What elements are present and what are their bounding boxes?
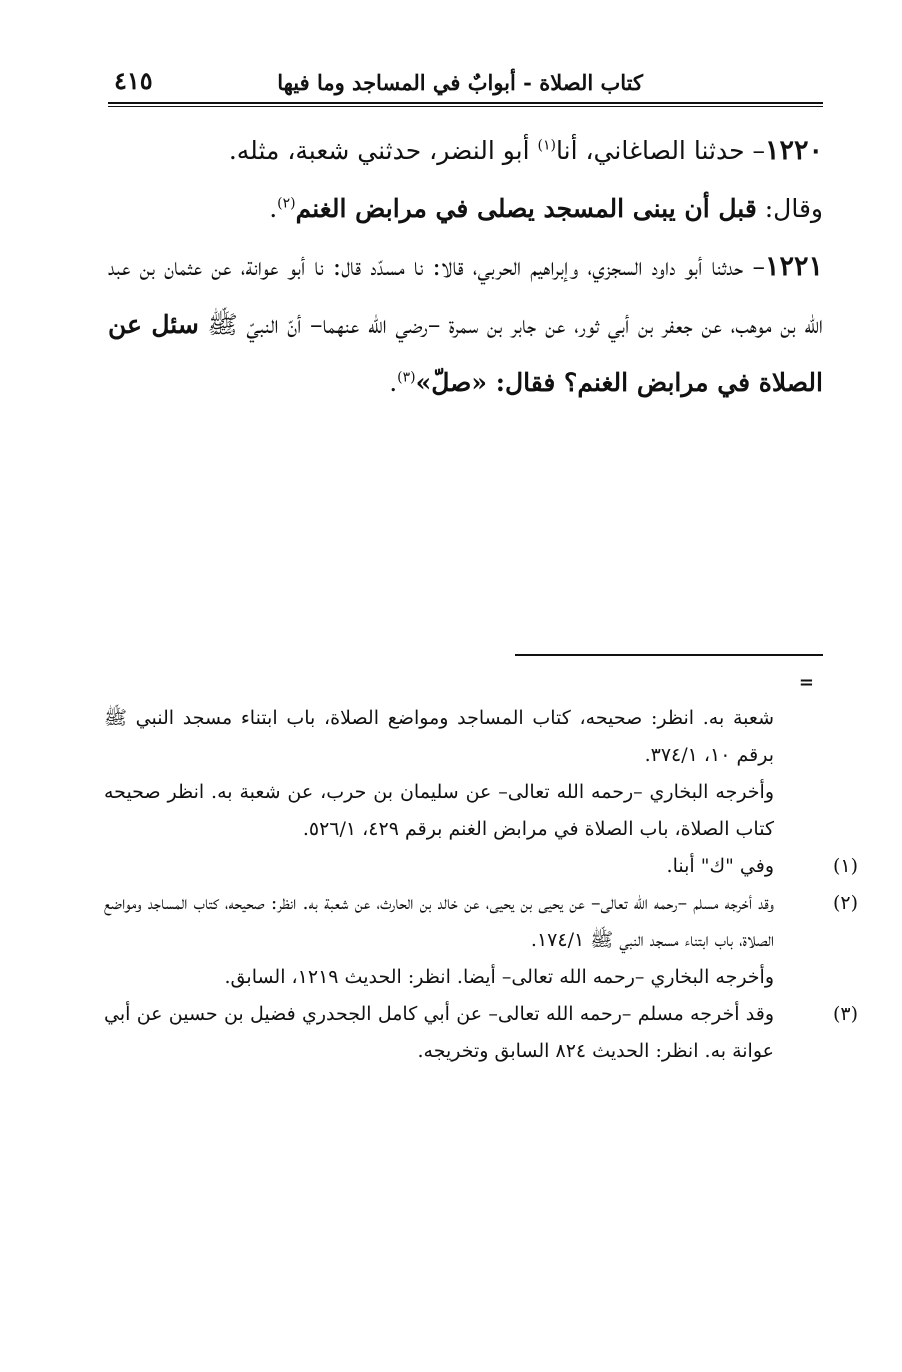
hadith-1220 [108,122,823,238]
footnote-3 [104,996,858,1070]
footnote-separator [515,654,823,656]
hadith-text: . [389,368,398,397]
hadith-number: ١٢٢٠ [764,135,823,166]
header-rule-thin [108,106,823,107]
main-text [108,122,823,412]
hadith-text: وقال: [756,194,823,223]
footnotes [104,700,858,1070]
footnote-ref: (١) [537,137,556,154]
hadith-text: . [269,194,278,223]
footnote-ref: (٣) [397,369,416,386]
hadith-text: – حدثنا الصاغاني، أنا [556,136,765,165]
footnote-marker: (١) [832,855,858,877]
header-rule [108,102,823,104]
footnote-marker: (٢) [832,892,858,914]
footnote-text: وقد أخرجه مسلم –رحمه الله تعالى– عن أبي كامل الجحدري فضيل بن حسين عن أبي عوانة به. انظر: الحديث ٨٢٤ السابق وتخريجه. [104,1003,774,1062]
footnote-marker: (٣) [832,1003,858,1025]
footnote-text: وقد أخرجه مسلم –رحمه الله تعالى– عن يحيى بن يحيى، عن خالد بن الحارث، عن شعبة به. انظر: صحيحه، كتاب المساجد ومواضع الصلاة، باب ابتناء مسجد النبي ﷺ ١٧٤/١. [104,892,774,951]
footnote-continuation-mark: = [798,672,814,693]
footnote-continued: وأخرجه البخاري –رحمه الله تعالى– عن سليمان بن حرب، عن شعبة به. انظر صحيحه كتاب الصلاة، باب الصلاة في مرابض الغنم برقم ٤٢٩، ٥٢٦/١. [104,781,774,840]
hadith-text: أبو النضر، حدثني شعبة، مثله. [228,136,538,165]
hadith-quote: «صلّ» [415,368,488,397]
footnote-continued: شعبة به. انظر: صحيحه، كتاب المساجد ومواضع الصلاة، باب ابتناء مسجد النبي ﷺ برقم ١٠، ٣٧٤/١. [104,707,774,766]
page-number: ٤١٥ [114,66,153,95]
footnote-2-continued: وأخرجه البخاري –رحمه الله تعالى– أيضا. انظر: الحديث ١٢١٩، السابق. [224,966,774,988]
hadith-matn: سئل عن الصلاة في مرابض الغنم؟ فقال: [108,310,823,397]
hadith-1221 [108,238,823,412]
running-title: كتاب الصلاة - أبوابٌ في المساجد وما فيها [277,70,643,95]
hadith-number: ١٢٢١ [764,251,823,282]
hadith-matn: قبل أن يبنى المسجد يصلى في مرابض الغنم [295,194,757,223]
footnote-2 [104,885,858,959]
footnote-text: وفي "ك" أبنا. [666,855,774,877]
footnote-1 [104,848,858,885]
hadith-text: – حدثنا أبو داود السجزي، وإبراهيم الحربي، قالا: نا مسدّد قال: نا أبو عوانة، عن عثمان بن عبد الله بن موهب، عن جعفر بن أبي ثور، عن جابر بن سمرة –رضي الله عنهما– أنّ النبيّ ﷺ [108,252,823,339]
page-header [108,62,823,110]
footnote-ref: (٢) [277,195,296,212]
